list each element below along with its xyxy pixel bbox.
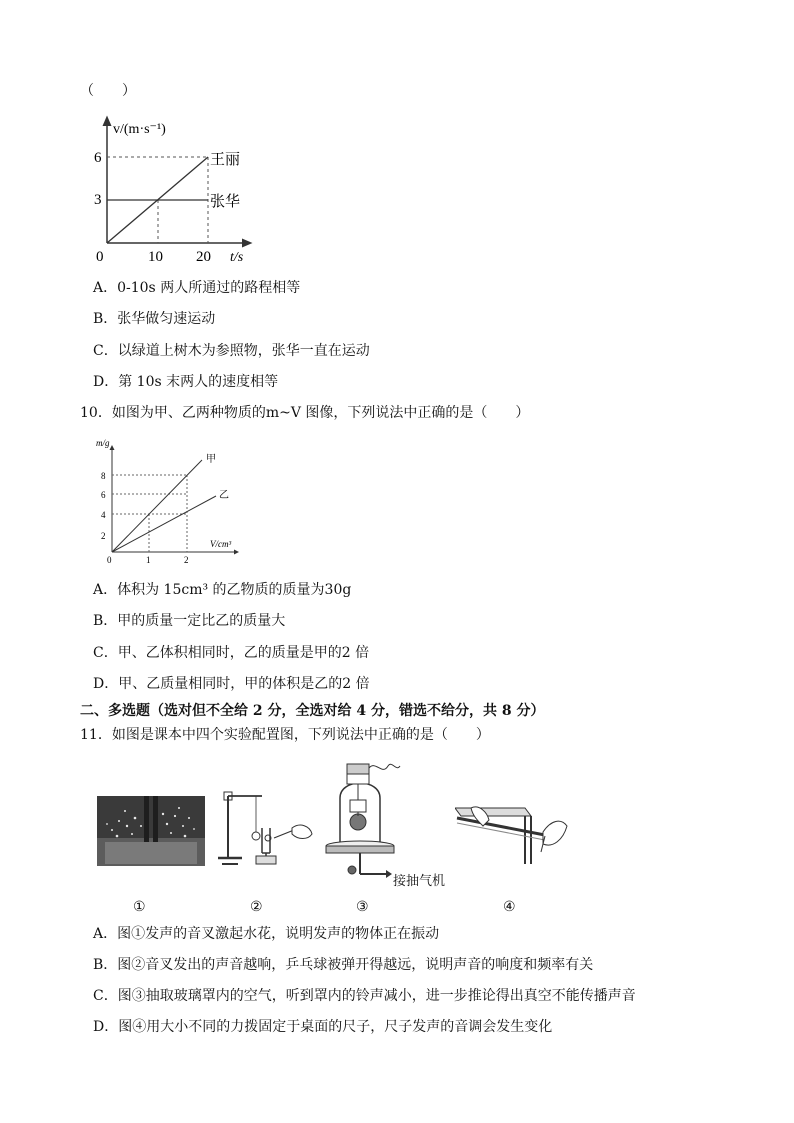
section-2-title: 二、多选题（选对但不全给 2 分，全选对给 4 分，错选不给分，共 8 分） [80,703,545,719]
q10-option-b: B．甲的质量一定比乙的质量大 [93,613,286,629]
q11-figure-2-label: ② [250,899,263,915]
q11-figure-2-diagram [212,788,317,872]
q10-y-tick-4: 4 [101,510,106,520]
q11-figure-4-label: ④ [503,899,516,915]
q11-figure-3-label: ③ [356,899,369,915]
q9-x-tick-0: 0 [96,249,104,265]
q11-option-a: A．图①发声的音叉激起水花，说明发声的物体正在振动 [93,926,440,942]
q10-y-tick-2: 2 [101,531,106,541]
q11-option-d: D．图④用大小不同的力拨固定于桌面的尺子，尺子发声的音调会发生变化 [93,1019,553,1035]
q10-y-tick-8: 8 [101,471,106,481]
q11-option-c: C．图③抽取玻璃罩内的空气，听到罩内的铃声减小，进一步推论得出真空不能传播声音 [93,988,636,1004]
q9-option-b: B．张华做匀速运动 [93,311,216,327]
q10-stem: 10．如图为甲、乙两种物质的m~V 图像，下列说法中正确的是（ ） [80,405,530,421]
q9-x-tick-10: 10 [148,249,163,265]
q9-option-c: C．以绿道上树木为参照物，张华一直在运动 [93,343,370,359]
q9-option-a: A．0-10s 两人所通过的路程相等 [93,280,301,296]
q11-figure-1-photo [97,796,205,870]
q10-series-jia-label: 甲 [206,454,216,465]
q9-y-label: v/(m·s⁻¹) [113,122,166,137]
q9-x-label: t/s [230,250,244,265]
q10-series-yi-line [112,496,216,552]
q11-stem: 11．如图是课本中四个实验配置图，下列说法中正确的是（ ） [80,727,490,743]
q9-y-tick-3: 3 [94,192,102,208]
q10-series-jia-line [112,460,202,552]
q9-x-tick-20: 20 [196,249,211,265]
q9-y-tick-6: 6 [94,150,102,166]
q10-x-tick-2: 2 [184,555,189,565]
q10-option-a: A．体积为 15cm³ 的乙物质的质量为30g [93,582,352,598]
q11-figure-3-diagram [320,756,410,890]
q11-option-b: B．图②音叉发出的声音越响，乒乓球被弹开得越远，说明声音的响度和频率有关 [93,957,594,973]
q11-pump-label: 接抽气机 [393,874,446,889]
q11-figure-1-label: ① [133,899,146,915]
q10-y-label: m/g [96,438,110,448]
q10-series-yi-label: 乙 [219,490,229,501]
q10-option-c: C．甲、乙体积相同时，乙的质量是甲的2 倍 [93,645,370,661]
q9-answer-bracket: （ ） [80,83,136,99]
q10-option-d: D．甲、乙质量相同时，甲的体积是乙的2 倍 [93,676,370,692]
q10-y-tick-6: 6 [101,490,106,500]
q10-mass-volume-chart [92,435,242,574]
q9-velocity-time-chart [90,112,260,271]
q9-option-d: D．第 10s 末两人的速度相等 [93,374,279,390]
q9-series-zhanghua-label: 张华 [210,194,241,210]
q10-x-tick-1: 1 [146,555,151,565]
q10-x-tick-0: 0 [107,555,112,565]
q10-x-label: V/cm³ [210,539,232,549]
q9-series-wangli-label: 王丽 [210,152,241,168]
q11-figure-4-diagram [455,806,573,870]
